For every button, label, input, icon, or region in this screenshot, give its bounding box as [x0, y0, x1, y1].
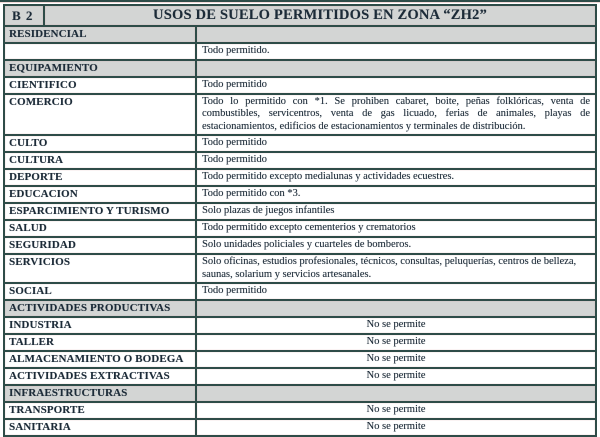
- table-header-row: [4, 5, 596, 26]
- section-value: [196, 26, 596, 43]
- table-row-taller: [4, 334, 596, 351]
- section-value: [196, 385, 596, 402]
- row-value: Todo permitido excepto cementerios y crematorios: [196, 220, 596, 237]
- row-label: [4, 43, 196, 60]
- table-code: B 2: [4, 5, 44, 26]
- table-row-seguridad: [4, 237, 596, 254]
- row-label: CIENTIFICO: [4, 77, 196, 94]
- section-label: EQUIPAMIENTO: [4, 60, 196, 77]
- row-label: COMERCIO: [4, 94, 196, 136]
- section-row-infraestructuras: [4, 385, 596, 402]
- section-label: RESIDENCIAL: [4, 26, 196, 43]
- row-label: TALLER: [4, 334, 196, 351]
- table-row-transporte: [4, 402, 596, 419]
- table-row-cultura: [4, 152, 596, 169]
- table-row-comercio: [4, 94, 596, 136]
- row-label: CULTO: [4, 135, 196, 152]
- row-label: ACTIVIDADES EXTRACTIVAS: [4, 368, 196, 385]
- row-value: Solo unidades policiales y cuarteles de bomberos.: [196, 237, 596, 254]
- row-label: ESPARCIMIENTO Y TURISMO: [4, 203, 196, 220]
- row-value: Todo permitido: [196, 135, 596, 152]
- row-value: Todo permitido: [196, 283, 596, 300]
- section-label: INFRAESTRUCTURAS: [4, 385, 196, 402]
- row-value: Todo lo permitido con *1. Se prohiben cabaret, boite, peñas folklóricas, venta de combustibles, servicentros, venta de gas licuado, ferias de animales, playas de estacionamientos, edificios de estacionamientos y terminales de distribución.: [196, 94, 596, 136]
- top-rule-divider: [0, 0, 600, 2]
- table-row-social: [4, 283, 596, 300]
- row-label: SOCIAL: [4, 283, 196, 300]
- section-row-equipamiento: [4, 60, 596, 77]
- table-row-deporte: [4, 169, 596, 186]
- row-label: INDUSTRIA: [4, 317, 196, 334]
- row-value: Todo permitido excepto medialunas y actividades ecuestres.: [196, 169, 596, 186]
- row-value: No se permite: [196, 317, 596, 334]
- table-row-educacion: [4, 186, 596, 203]
- land-use-table: [3, 4, 597, 437]
- table-row-sanitaria: [4, 419, 596, 436]
- row-value: Solo oficinas, estudios profesionales, técnicos, consultas, peluquerías, centros de belleza, saunas, solarium y servicios artesanales.: [196, 254, 596, 283]
- section-value: [196, 300, 596, 317]
- table-row-servicios: [4, 254, 596, 283]
- table-row-culto: [4, 135, 596, 152]
- row-value: Todo permitido.: [196, 43, 596, 60]
- table-row-actividades-extractivas: [4, 368, 596, 385]
- section-label: ACTIVIDADES PRODUCTIVAS: [4, 300, 196, 317]
- row-value: No se permite: [196, 351, 596, 368]
- table-row-residencial-detail: [4, 43, 596, 60]
- section-row-actividades-productivas: [4, 300, 596, 317]
- row-label: DEPORTE: [4, 169, 196, 186]
- row-value: Todo permitido con *3.: [196, 186, 596, 203]
- table-row-salud: [4, 220, 596, 237]
- section-row-residencial: [4, 26, 596, 43]
- row-value: No se permite: [196, 419, 596, 436]
- row-label: SANITARIA: [4, 419, 196, 436]
- row-label: SEGURIDAD: [4, 237, 196, 254]
- table-row-industria: [4, 317, 596, 334]
- page-title: USOS DE SUELO PERMITIDOS EN ZONA “ZH2”: [44, 5, 596, 26]
- section-value: [196, 60, 596, 77]
- row-value: Solo plazas de juegos infantiles: [196, 203, 596, 220]
- table-row-cientifico: [4, 77, 596, 94]
- row-label: SERVICIOS: [4, 254, 196, 283]
- row-label: ALMACENAMIENTO O BODEGA: [4, 351, 196, 368]
- row-value: Todo permitido: [196, 152, 596, 169]
- row-label: EDUCACION: [4, 186, 196, 203]
- row-label: CULTURA: [4, 152, 196, 169]
- row-label: SALUD: [4, 220, 196, 237]
- table-row-almacenamiento-o-bodega: [4, 351, 596, 368]
- row-value: Todo permitido: [196, 77, 596, 94]
- row-value: No se permite: [196, 368, 596, 385]
- row-value: No se permite: [196, 402, 596, 419]
- table-row-esparcimiento-y-turismo: [4, 203, 596, 220]
- row-label: TRANSPORTE: [4, 402, 196, 419]
- row-value: No se permite: [196, 334, 596, 351]
